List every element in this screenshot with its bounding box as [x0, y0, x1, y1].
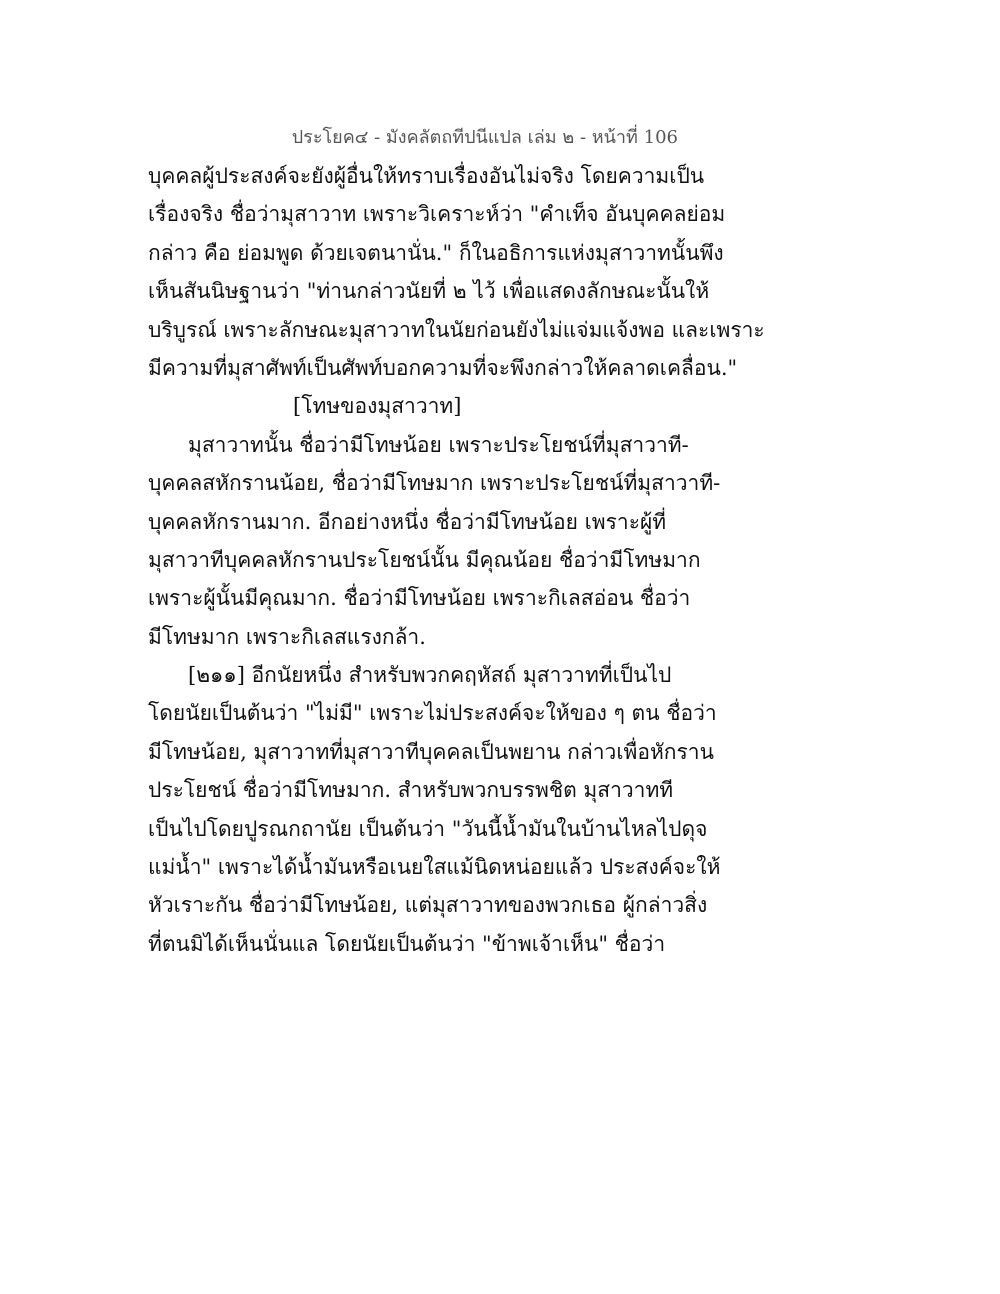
text-line: มุสาวาทนั้น ชื่อว่ามีโทษน้อย เพราะประโยชน์ที่มุสาวาที-: [188, 432, 689, 457]
body-text: [148, 157, 765, 963]
text-line: ที่ตนมิได้เห็นนั่นแล โดยนัยเป็นต้นว่า "ข้าพเจ้าเห็น" ชื่อว่า: [148, 931, 666, 956]
text-line: มีโทษมาก เพราะกิเลสแรงกล้า.: [148, 624, 426, 649]
text-line: บริบูรณ์ เพราะลักษณะมุสาวาทในนัยก่อนยังไม่แจ่มแจ้งพอ และเพราะ: [148, 317, 765, 342]
section-heading: [โทษของมุสาวาท]: [293, 394, 462, 419]
text-line: เป็นไปโดยปูรณกถานัย เป็นต้นว่า "วันนี้น้ำมันในบ้านไหลไปดุจ: [148, 816, 708, 841]
text-line: เพราะผู้นั้นมีคุณมาก. ชื่อว่ามีโทษน้อย เพราะกิเลสอ่อน ชื่อว่า: [148, 586, 691, 611]
running-header: ประโยค๔ - มังคลัตถทีปนีแปล เล่ม ๒ - หน้าที่ 106: [291, 127, 678, 148]
text-line: หัวเราะกัน ชื่อว่ามีโทษน้อย, แต่มุสาวาทของพวกเธอ ผู้กล่าวสิ่ง: [148, 893, 708, 918]
text-line: บุคคลหักรานมาก. อีกอย่างหนึ่ง ชื่อว่ามีโทษน้อย เพราะผู้ที่: [148, 509, 667, 534]
text-line: มุสาวาทีบุคคลหักรานประโยชน์นั้น มีคุณน้อย ชื่อว่ามีโทษมาก: [148, 547, 701, 572]
text-line: มีโทษน้อย, มุสาวาทที่มุสาวาทีบุคคลเป็นพยาน กล่าวเพื่อหักราน: [148, 739, 714, 764]
text-line: บุคคลผู้ประสงค์จะยังผู้อื่นให้ทราบเรื่องอันไม่จริง โดยความเป็น: [148, 164, 705, 188]
text-line: เห็นสันนิษฐานว่า "ท่านกล่าวนัยที่ ๒ ไว้ เพื่อแสดงลักษณะนั้นให้: [148, 279, 710, 304]
text-line: มีความที่มุสาศัพท์เป็นศัพท์บอกความที่จะพึงกล่าวให้คลาดเคลื่อน.": [148, 355, 738, 380]
text-line: บุคคลสหักรานน้อย, ชื่อว่ามีโทษมาก เพราะประโยชน์ที่มุสาวาที-: [148, 471, 721, 496]
text-line: เรื่องจริง ชื่อว่ามุสาวาท เพราะวิเคราะห์ว่า "คำเท็จ อันบุคคลย่อม: [148, 202, 726, 227]
text-line: ประโยชน์ ชื่อว่ามีโทษมาก. สำหรับพวกบรรพชิต มุสาวาทที: [148, 778, 674, 803]
text-line: [๒๑๑] อีกนัยหนึ่ง สำหรับพวกคฤหัสถ์ มุสาวาทที่เป็นไป: [188, 663, 672, 688]
text-line: แม่น้ำ" เพราะได้น้ำมันหรือเนยใสแม้นิดหน่อยแล้ว ประสงค์จะให้: [148, 855, 721, 880]
text-line: กล่าว คือ ย่อมพูด ด้วยเจตนานั่น." ก็ในอธิการแห่งมุสาวาทนั้นพึง: [148, 240, 724, 265]
text-line: โดยนัยเป็นต้นว่า "ไม่มี" เพราะไม่ประสงค์จะให้ของ ๆ ตน ชื่อว่า: [148, 701, 717, 726]
